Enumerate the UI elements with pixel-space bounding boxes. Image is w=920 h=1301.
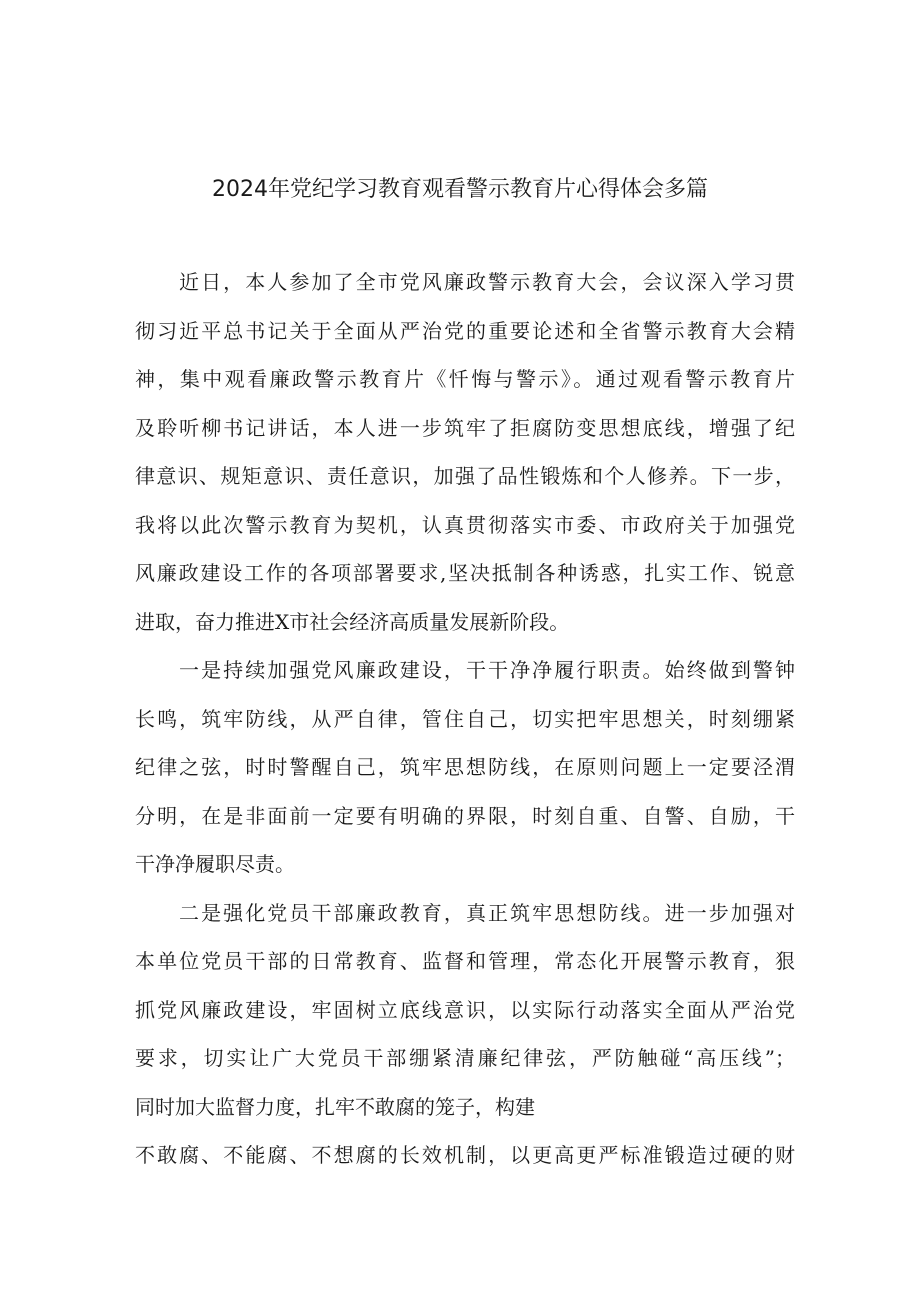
text-line: 本单位党员干部的日常教育、监督和管理，常态化开展警示教育，狠	[135, 949, 795, 973]
text-line: 近日，本人参加了全市党风廉政警示教育大会，会议深入学习贯	[179, 270, 795, 294]
text-line: 抓党风廉政建设，牢固树立底线意识，以实际行动落实全面从严治党	[135, 997, 795, 1022]
text-line: 要求，切实让广大党员干部绷紧清廉纪律弦，严防触碰“高压线”；	[135, 1046, 795, 1070]
text-line: 同时加大监督力度，扎牢不敢腐的笼子，构建	[135, 1094, 535, 1119]
paragraph-intro	[135, 258, 795, 1180]
text-line: 律意识、规矩意识、责任意识，加强了品性锻炼和个人修养。下一步，	[135, 464, 795, 488]
text-line: 二是强化党员干部廉政教育，真正筑牢思想防线。进一步加强对	[179, 900, 795, 925]
text-line: 分明，在是非面前一定要有明确的界限，时刻自重、自警、自励，干	[135, 803, 795, 828]
text-line: 纪律之弦，时时警醒自己，筑牢思想防线，在原则问题上一定要泾渭	[135, 755, 795, 779]
document-title: 2024年党纪学习教育观看警示教育片心得体会多篇	[212, 177, 708, 202]
text-line: 长鸣，筑牢防线，从严自律，管住自己，切实把牢思想关，时刻绷紧	[135, 706, 795, 731]
text-line: 神，集中观看廉政警示教育片《忏悔与警示》。通过观看警示教育片	[135, 367, 795, 391]
text-line: 一是持续加强党风廉政建设，干干净净履行职责。始终做到警钟	[179, 658, 795, 682]
text-line: 彻习近平总书记关于全面从严治党的重要论述和全省警示教育大会精	[135, 318, 795, 343]
text-line: 进取，奋力推进X市社会经济高质量发展新阶段。	[135, 609, 570, 634]
text-line: 风廉政建设工作的各项部署要求,坚决抵制各种诱惑，扎实工作、锐意	[135, 561, 795, 585]
text-line: 不敢腐、不能腐、不想腐的长效机制，以更高更严标准锻造过硬的财	[135, 1143, 795, 1167]
text-line: 及聆听柳书记讲话，本人进一步筑牢了拒腐防变思想底线，增强了纪	[135, 415, 795, 440]
text-line: 干净净履职尽责。	[135, 852, 295, 876]
text-line: 我将以此次警示教育为契机，认真贯彻落实市委、市政府关于加强党	[135, 512, 795, 537]
